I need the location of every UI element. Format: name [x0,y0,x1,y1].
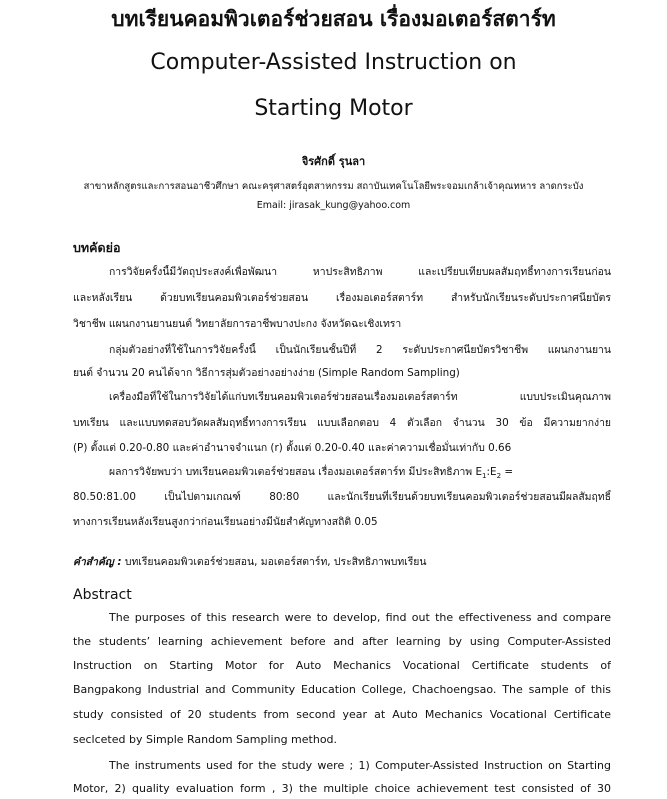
keywords [73,553,427,570]
abstract-english-line: Instruction on Starting Motor for Auto Mechanics Vocational Certificate students of [73,659,611,672]
abstract-thai-line: วิชาชีพ แผนกงานยานยนต์ วิทยาลัยการอาชีพบางปะกง จังหวัดฉะเชิงเทรา [73,318,402,330]
title-thai: บทเรียนคอมพิวเตอร์ช่วยสอน เรื่องมอเตอร์สตาร์ท [111,7,556,31]
e-colon: :E [486,466,497,478]
e-equals: = [501,466,514,478]
abstract-thai-line: เครื่องมือที่ใช้ในการวิจัยได้แก่บทเรียนคอมพิวเตอร์ช่วยสอนเรื่องมอเตอร์สตาร์ท แบบประเมินคุณภาพ [109,391,611,403]
abstract-thai-line: ยนต์ จำนวน 20 คนได้จาก วิธีการสุ่มตัวอย่างอย่างง่าย (Simple Random Sampling) [73,367,460,379]
abstract-thai-line: บทเรียน และแบบทดสอบวัดผลสัมฤทธิ์ทางการเรียน แบบเลือกตอบ 4 ตัวเลือก จำนวน 30 ข้อ มีความยากง่าย [73,417,611,429]
abstract-thai-heading: บทคัดย่อ [73,240,121,255]
abstract-english-line: seclceted by Simple Random Sampling method. [73,733,338,746]
author-affiliation: สาขาหลักสูตรและการสอนอาชีวศึกษา คณะครุศาสตร์อุตสาหกรรม สถาบันเทคโนโลยีพระจอมเกล้าเจ้าคุณทหาร ลาดกระบัง [83,181,584,192]
abstract-english-line: The instruments used for the study were ; 1) Computer-Assisted Instruction on Starting [109,759,611,772]
keywords-label: คำสำคัญ : [73,556,122,568]
abstract-english-line: Bangpakong Industrial and Community Education College, Chachoengsao. The sample of this [73,683,611,696]
author-email: Email: jirasak_kung@yahoo.com [256,200,411,211]
abstract-thai-line: (P) ตั้งแต่ 0.20-0.80 และค่าอำนาจจำแนก (r) ตั้งแต่ 0.20-0.40 และค่าความเชื่อมั่นเท่ากับ 0.66 [73,442,512,454]
abstract-thai-efficiency-line [109,465,611,483]
keywords-text: บทเรียนคอมพิวเตอร์ช่วยสอน, มอเตอร์สตาร์ท, ประสิทธิภาพบทเรียน [121,556,427,568]
author-name: จิรศักดิ์ รุนลา [301,155,366,168]
abstract-thai-line: และหลังเรียน ด้วยบทเรียนคอมพิวเตอร์ช่วยสอน เรื่องมอเตอร์สตาร์ท สำหรับนักเรียนระดับประกาศนียบัตร [73,292,611,304]
e2-subscript: 2 [496,472,502,481]
abstract-english-line: The purposes of this research were to develop, find out the effectiveness and compare [109,611,611,624]
abstract-thai-line: ผลการวิจัยพบว่า บทเรียนคอมพิวเตอร์ช่วยสอน เรื่องมอเตอร์สตาร์ท มีประสิทธิภาพ E [109,466,483,478]
title-english-line-2: Starting Motor [254,96,413,121]
abstract-english-heading: Abstract [73,587,132,603]
abstract-english-line: the students’ learning achievement before and after learning by using Computer-Assisted [73,635,611,648]
abstract-thai-line: ทางการเรียนหลังเรียนสูงกว่าก่อนเรียนอย่างมีนัยสำคัญทางสถิติ 0.05 [73,516,378,528]
abstract-english-line: Motor, 2) quality evaluation form , 3) the multiple choice achievement test consisted of 30 [73,782,611,795]
abstract-thai-line: 80.50:81.00 เป็นไปตามเกณฑ์ 80:80 และนักเรียนที่เรียนด้วยบทเรียนคอมพิวเตอร์ช่วยสอนมีผลสัมฤทธิ์ [73,491,611,503]
abstract-english-line: study consisted of 20 students from second year at Auto Mechanics Vocational Certificate [73,708,611,721]
abstract-thai-line: กลุ่มตัวอย่างที่ใช้ในการวิจัยครั้งนี้ เป็นนักเรียนชั้นปีที่ 2 ระดับประกาศนียบัตรวิชาชีพ แผนกงานยาน [109,344,611,356]
abstract-thai-line: การวิจัยครั้งนี้มีวัตถุประสงค์เพื่อพัฒนา หาประสิทธิภาพ และเปรียบเทียบผลสัมฤทธิ์ทางการเรียนก่อน [109,266,611,278]
e1-subscript: 1 [482,472,487,481]
title-english-line-1: Computer-Assisted Instruction on [150,50,517,75]
